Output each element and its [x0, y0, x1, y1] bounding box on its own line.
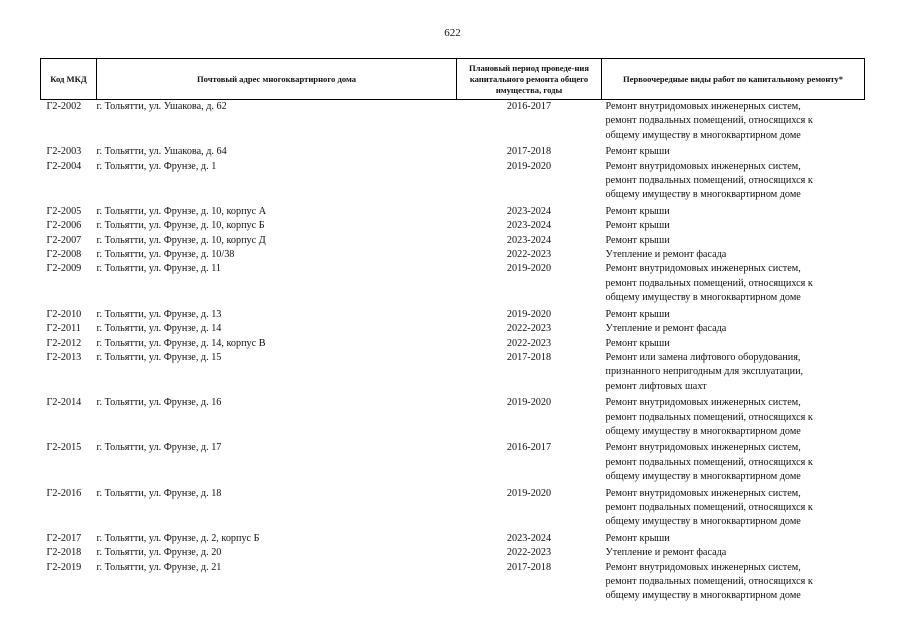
cell-address: г. Тольятти, ул. Фрунзе, д. 17	[96, 442, 222, 454]
cell-code: Г2-2012	[46, 337, 82, 349]
works-line: общему имуществу в многоквартирном доме	[605, 425, 801, 437]
works-line: признанного непригодным для эксплуатации,	[605, 366, 804, 378]
works-line: Ремонт внутридомовых инженерных систем,	[605, 561, 801, 573]
cell-period: 2022-2023	[506, 547, 552, 559]
cell-code: Г2-2004	[46, 160, 82, 172]
cell-period: 2016-2017	[506, 442, 552, 454]
table-row	[41, 487, 865, 532]
cell-code: Г2-2018	[46, 547, 82, 559]
cell-code: Г2-2009	[46, 263, 82, 275]
cell-period: 2017-2018	[506, 561, 552, 573]
cell-period: 2019-2020	[506, 160, 552, 172]
cell-period: 2019-2020	[506, 397, 552, 409]
works-line: ремонт лифтовых шахт	[605, 380, 707, 392]
works-line: Ремонт внутридомовых инженерных систем,	[605, 487, 801, 499]
cell-period: 2023-2024	[506, 532, 552, 544]
cell-works	[602, 322, 865, 336]
works-line: Ремонт внутридомовых инженерных систем,	[605, 101, 801, 112]
cell-address: г. Тольятти, ул. Фрунзе, д. 2, корпус Б	[96, 532, 260, 544]
cell-address: г. Тольятти, ул. Фрунзе, д. 1	[96, 160, 217, 172]
header-period: Плановый период проведе-ния капитального ремонта общего имущества, годы	[457, 59, 602, 100]
cell-code: Г2-2017	[46, 532, 82, 544]
works-line: Ремонт внутридомовых инженерных систем,	[605, 263, 801, 275]
cell-works	[602, 248, 865, 262]
works-line: ремонт подвальных помещений, относящихся к	[605, 501, 813, 513]
cell-works	[602, 100, 865, 146]
works-line: ремонт подвальных помещений, относящихся к	[605, 115, 813, 127]
table-row	[41, 546, 865, 560]
table-row	[41, 351, 865, 396]
works-line: Ремонт внутридомовых инженерных систем,	[605, 442, 801, 454]
cell-works	[602, 219, 865, 233]
cell-address: г. Тольятти, ул. Фрунзе, д. 10, корпус А	[96, 205, 267, 217]
cell-works	[602, 145, 865, 159]
capital-repair-table	[40, 58, 865, 606]
header-code: Код МКД	[41, 59, 97, 100]
cell-address: г. Тольятти, ул. Ушакова, д. 64	[96, 146, 227, 158]
cell-works	[602, 337, 865, 351]
cell-address: г. Тольятти, ул. Фрунзе, д. 13	[96, 308, 222, 320]
cell-address: г. Тольятти, ул. Фрунзе, д. 16	[96, 397, 222, 409]
cell-period: 2023-2024	[506, 205, 552, 217]
table-row	[41, 322, 865, 336]
table-row	[41, 441, 865, 486]
table-row	[41, 100, 865, 146]
cell-works	[602, 561, 865, 606]
works-line: Ремонт крыши	[605, 220, 670, 232]
works-line: ремонт подвальных помещений, относящихся к	[605, 456, 813, 468]
works-line: Ремонт крыши	[605, 308, 670, 320]
cell-address: г. Тольятти, ул. Фрунзе, д. 15	[96, 351, 222, 363]
cell-code: Г2-2011	[46, 323, 81, 335]
table-row	[41, 337, 865, 351]
cell-works	[602, 205, 865, 219]
cell-works	[602, 546, 865, 560]
cell-code: Г2-2002	[46, 101, 82, 112]
table-row	[41, 308, 865, 322]
cell-address: г. Тольятти, ул. Фрунзе, д. 10, корпус Д	[96, 234, 266, 246]
cell-works	[602, 532, 865, 546]
cell-code: Г2-2005	[46, 205, 82, 217]
table-row	[41, 262, 865, 307]
cell-address: г. Тольятти, ул. Фрунзе, д. 20	[96, 547, 222, 559]
works-line: Ремонт крыши	[605, 234, 670, 246]
cell-period: 2022-2023	[506, 323, 552, 335]
table-row	[41, 396, 865, 441]
cell-works	[602, 262, 865, 307]
cell-code: Г2-2014	[46, 397, 82, 409]
works-line: ремонт подвальных помещений, относящихся к	[605, 576, 813, 587]
cell-code: Г2-2003	[46, 146, 82, 158]
cell-code: Г2-2013	[46, 351, 82, 363]
table-row	[41, 248, 865, 262]
cell-period: 2017-2018	[506, 146, 552, 158]
works-line: общему имуществу в многоквартирном доме	[605, 590, 801, 602]
works-line: Ремонт внутридомовых инженерных систем,	[605, 160, 801, 172]
table-row	[41, 561, 865, 606]
cell-address: г. Тольятти, ул. Фрунзе, д. 10, корпус Б	[96, 220, 265, 232]
works-line: Утепление и ремонт фасада	[605, 323, 727, 335]
cell-works	[602, 351, 865, 396]
works-line: общему имуществу в многоквартирном доме	[605, 292, 801, 304]
cell-address: г. Тольятти, ул. Фрунзе, д. 14	[96, 323, 222, 335]
cell-period: 2019-2020	[506, 308, 552, 320]
cell-period: 2016-2017	[506, 101, 552, 112]
table-row	[41, 160, 865, 205]
works-line: Ремонт крыши	[605, 532, 670, 544]
cell-code: Г2-2008	[46, 249, 82, 261]
works-line: общему имуществу в многоквартирном доме	[605, 189, 801, 201]
page-number: 622	[444, 27, 461, 39]
cell-works	[602, 160, 865, 205]
works-line: ремонт подвальных помещений, относящихся к	[605, 277, 813, 289]
cell-period: 2017-2018	[506, 351, 552, 363]
works-line: Ремонт крыши	[605, 337, 670, 349]
table-row	[41, 234, 865, 248]
cell-period: 2019-2020	[506, 263, 552, 275]
works-line: ремонт подвальных помещений, относящихся к	[605, 175, 813, 187]
cell-code: Г2-2019	[46, 561, 82, 573]
works-line: ремонт подвальных помещений, относящихся к	[605, 411, 813, 423]
cell-code: Г2-2015	[46, 442, 82, 454]
works-line: Ремонт или замена лифтового оборудования,	[605, 351, 801, 363]
header-address: Почтовый адрес многоквартирного дома	[97, 59, 457, 100]
table-header	[41, 59, 865, 100]
cell-works	[602, 234, 865, 248]
cell-address: г. Тольятти, ул. Фрунзе, д. 10/38	[96, 249, 235, 261]
table-row	[41, 145, 865, 159]
cell-works	[602, 487, 865, 532]
cell-period: 2023-2024	[506, 220, 552, 232]
cell-address: г. Тольятти, ул. Фрунзе, д. 18	[96, 487, 222, 499]
cell-code: Г2-2010	[46, 308, 82, 320]
cell-address: г. Тольятти, ул. Ушакова, д. 62	[96, 101, 227, 112]
cell-code: Г2-2006	[46, 220, 82, 232]
cell-period: 2023-2024	[506, 234, 552, 246]
table-row	[41, 532, 865, 546]
cell-works	[602, 396, 865, 441]
table-row	[41, 219, 865, 233]
header-works: Первоочередные виды работ по капитальному ремонту*	[602, 59, 865, 100]
cell-code: Г2-2016	[46, 487, 82, 499]
cell-address: г. Тольятти, ул. Фрунзе, д. 11	[96, 263, 222, 275]
works-line: Ремонт крыши	[605, 146, 670, 158]
works-line: Утепление и ремонт фасада	[605, 547, 727, 559]
works-line: Утепление и ремонт фасада	[605, 249, 727, 261]
cell-period: 2019-2020	[506, 487, 552, 499]
works-line: общему имуществу в многоквартирном доме	[605, 129, 801, 141]
cell-period: 2022-2023	[506, 249, 552, 261]
cell-works	[602, 308, 865, 322]
table-body	[41, 100, 865, 606]
cell-address: г. Тольятти, ул. Фрунзе, д. 14, корпус В	[96, 337, 266, 349]
works-line: Ремонт крыши	[605, 205, 670, 217]
cell-period: 2022-2023	[506, 337, 552, 349]
cell-address: г. Тольятти, ул. Фрунзе, д. 21	[96, 561, 222, 573]
cell-works	[602, 441, 865, 486]
cell-code: Г2-2007	[46, 234, 82, 246]
works-line: Ремонт внутридомовых инженерных систем,	[605, 397, 801, 409]
table-row	[41, 205, 865, 219]
works-line: общему имуществу в многоквартирном доме	[605, 471, 801, 483]
works-line: общему имуществу в многоквартирном доме	[605, 516, 801, 528]
